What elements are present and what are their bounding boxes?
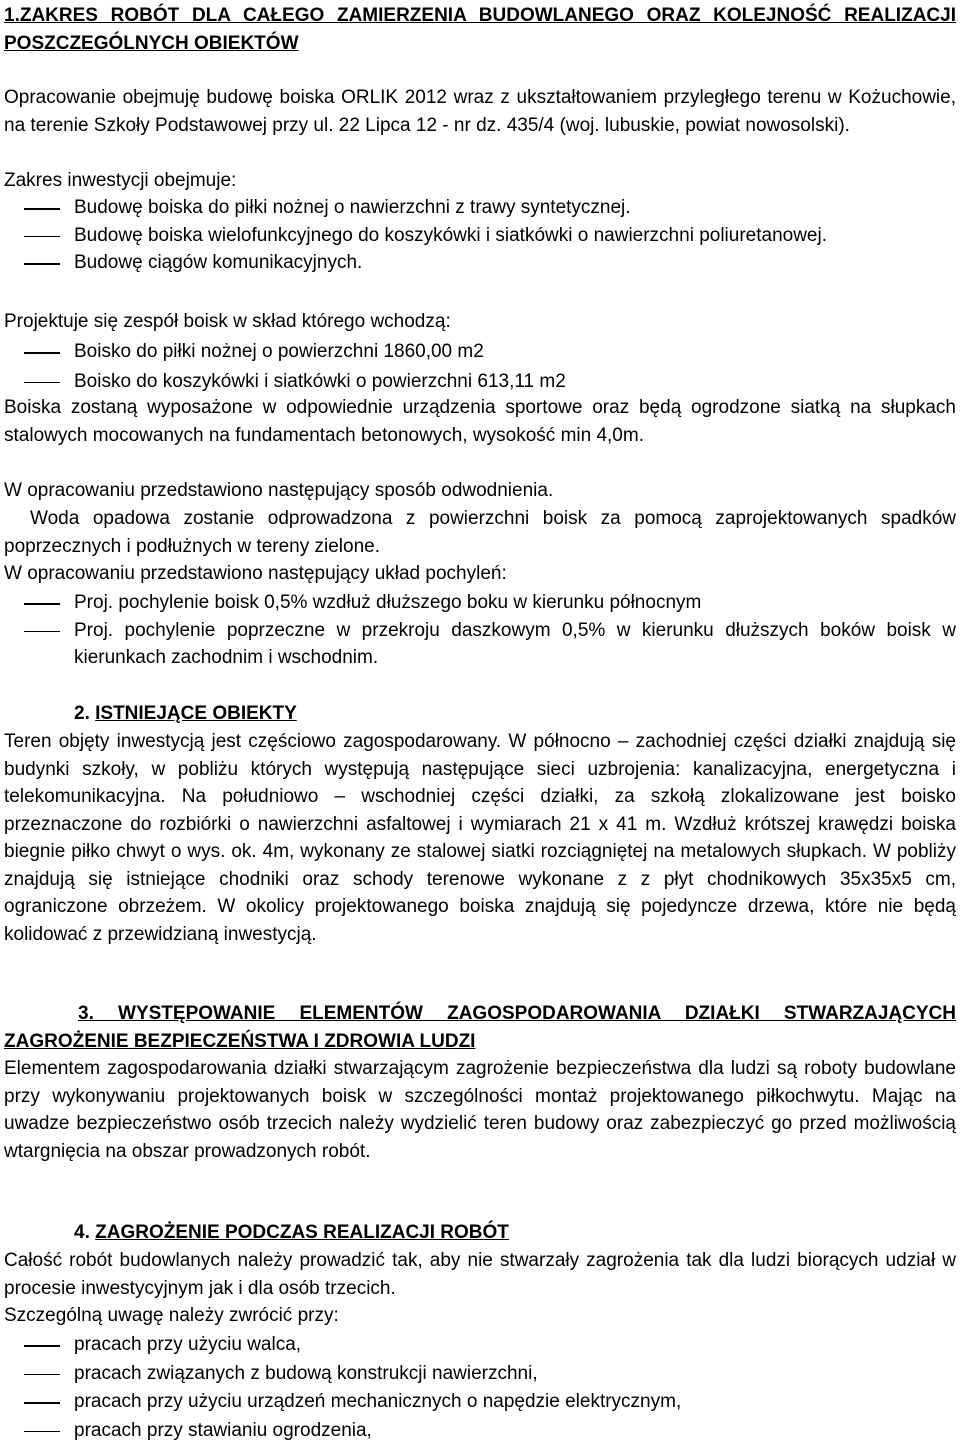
section-4-heading: 4. ZAGROŻENIE PODCZAS REALIZACJI ROBÓT <box>74 1222 509 1243</box>
section-3-heading: 3. WYSTĘPOWANIE ELEMENTÓW ZAGOSPODAROWANIA DZIAŁKI STWARZAJĄCYCH ZAGROŻENIE BEZPIECZEŃSTWA I ZDROWIA LUDZI <box>4 1003 956 1052</box>
dash-bullet <box>24 263 60 265</box>
section-1-heading: 1.ZAKRES ROBÓT DLA CAŁEGO ZAMIERZENIA BUDOWLANEGO ORAZ KOLEJNOŚĆ REALIZACJI POSZCZEGÓLNYCH OBIEKTÓW <box>4 5 956 54</box>
slopes-list <box>0 589 960 672</box>
dash-bullet <box>24 603 60 605</box>
list-item: pracach przy stawianiu ogrodzenia, <box>0 1417 960 1445</box>
list-item: Proj. pochylenie boisk 0,5% wzdłuż dłuższego boku w kierunku północnym <box>0 589 960 617</box>
list-item: pracach przy użyciu walca, <box>0 1331 960 1359</box>
scope-list <box>0 194 960 277</box>
drainage-paragraph: Woda opadowa zostanie odprowadzona z powierzchni boisk za pomocą zaprojektowanych spadków poprzecznych i podłużnych w tereny zielone. <box>4 508 956 557</box>
complex-intro: Projektuje się zespół boisk w skład którego wchodzą: <box>4 311 451 332</box>
dash-bullet <box>24 382 60 384</box>
section-2-heading: 2. ISTNIEJĄCE OBIEKTY <box>74 703 297 724</box>
section-3-body: Elementem zagospodarowania działki stwarzającym zagrożenie bezpieczeństwa dla ludzi są roboty budowlane przy wykonywaniu projektowanych boisk w szczególności montaż projektowanego piłkochwytu. Mając na uwadze bezpieczeństwo osób trzecich należy wydzielić teren budowy oraz zabezpieczyć go przed możliwością wtargnięcia na obszar prowadzonych robót. <box>4 1058 956 1162</box>
equipment-paragraph: Boiska zostaną wyposażone w odpowiednie urządzenia sportowe oraz będą ogrodzone siatką na słupkach stalowych mocowanych na fundamentach betonowych, wysokość min 4,0m. <box>4 397 956 446</box>
dash-bullet <box>24 236 60 238</box>
dash-bullet <box>24 352 60 354</box>
slopes-intro: W opracowaniu przedstawiono następujący układ pochyleń: <box>4 563 507 584</box>
section-1-intro: Opracowanie obejmuję budowę boiska ORLIK 2012 wraz z ukształtowaniem przyległego terenu w Kożuchowie, na terenie Szkoły Podstawowej przy ul. 22 Lipca 12 - nr dz. 435/4 (woj. lubuskie, powiat nowosolski). <box>4 87 956 136</box>
list-item: Proj. pochylenie poprzeczne w przekroju daszkowym 0,5% w kierunku dłuższych boków boisk w kierunkach zachodnim i wschodnim. <box>0 617 960 672</box>
dash-bullet <box>24 1431 60 1433</box>
dash-bullet <box>24 208 60 210</box>
list-item: Budowę boiska do piłki nożnej o nawierzchni z trawy syntetycznej. <box>0 194 960 222</box>
section-4-body: Całość robót budowlanych należy prowadzić tak, aby nie stwarzały zagrożenia tak dla ludzi biorących udział w procesie inwestycyjnym jak i dla osób trzecich. <box>4 1250 956 1299</box>
list-item: Boisko do koszykówki i siatkówki o powierzchni 613,11 m2 <box>0 368 960 396</box>
attention-list <box>0 1331 960 1444</box>
dash-bullet <box>24 1345 60 1347</box>
list-item: pracach przy użyciu urządzeń mechanicznych o napędzie elektrycznym, <box>0 1388 960 1416</box>
scope-intro: Zakres inwestycji obejmuje: <box>4 170 237 191</box>
dash-bullet <box>24 1374 60 1376</box>
list-item: Boisko do piłki nożnej o powierzchni 1860,00 m2 <box>0 338 960 366</box>
list-item: pracach związanych z budową konstrukcji nawierzchni, <box>0 1360 960 1388</box>
dash-bullet <box>24 631 60 633</box>
attention-intro: Szczególną uwagę należy zwrócić przy: <box>4 1305 339 1326</box>
list-item: Budowę boiska wielofunkcyjnego do koszykówki i siatkówki o nawierzchni poliuretanowej. <box>0 222 960 250</box>
dash-bullet <box>24 1402 60 1404</box>
complex-list <box>0 338 960 395</box>
list-item: Budowę ciągów komunikacyjnych. <box>0 249 960 277</box>
drainage-intro: W opracowaniu przedstawiono następujący sposób odwodnienia. <box>4 480 554 501</box>
section-2-body: Teren objęty inwestycją jest częściowo zagospodarowany. W północno – zachodniej części działki znajdują się budynki szkoły, w pobliżu których występują następujące sieci uzbrojenia: kanalizacyjna, energetyczna i telekomunikacyjna. Na południowo – wschodniej części działki, za szkołą zlokalizowane jest boisko przeznaczone do rozbiórki o nawierzchni asfaltowej i wymiarach 21 x 41 m. Wzdłuż krótszej krawędzi boiska biegnie piłko chwyt o wys. ok. 4m, wykonany ze stalowej siatki rozciągniętej na metalowych słupkach. W pobliży znajdują się istniejące chodniki oraz schody terenowe wykonane z z płyt chodnikowych 35x35x5 cm, ograniczone obrzeżem. W okolicy projektowanego boiska znajdują się pojedyncze drzewa, które nie będą kolidować z przewidzianą inwestycją. <box>4 731 956 945</box>
